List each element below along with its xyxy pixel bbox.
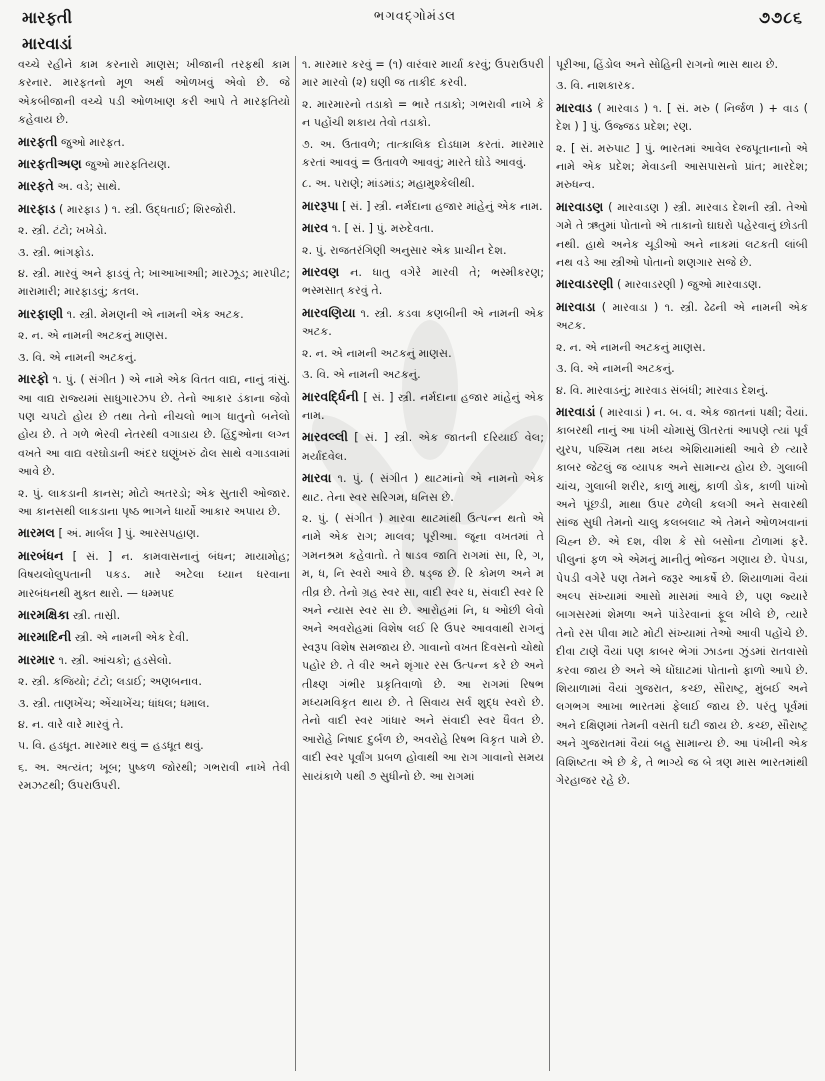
dictionary-entry: [302, 345, 544, 363]
dictionary-entry: [302, 469, 544, 507]
entry-definition: ૨. સ્ત્રી. કજિયો; ટંટો; લડાઈ; અણબનાવ.: [18, 675, 202, 689]
entry-definition: ૨. ન. એ નામની અટકનું માણસ.: [556, 340, 706, 354]
entry-definition: ( મારફાડ ) ૧. સ્ત્રી. ઉદ્ધતાઈ; શિરજોરી.: [59, 202, 237, 216]
entry-headword: મારવા: [302, 470, 332, 486]
entry-headword: મારવલ્લી: [302, 429, 349, 445]
entry-headword: મારવાડાં: [556, 403, 596, 419]
entry-definition: ( મારવાડ ) ૧. [ સં. મરુ ( નિર્જળ ) + વાડ ( દેશ ) ] પું. ઉજ્જડ પ્રદેશ; રણ.: [556, 101, 808, 134]
entry-headword: મારવાડા: [556, 298, 596, 314]
dictionary-entry: [556, 56, 808, 74]
entry-definition: ( મારવાડણ ) સ્ત્રી. મારવાડ દેશની સ્ત્રી. તેઓ ગમે તે ઋતુમાં પોતાનો એ તાકાનો ઘાઘરો પહેરવાનું છોડતી નથી. હાથે અનેક ચૂડીઓ અને નાકમાં લટકતી લાંબી નથ વડે આ સ્ત્રીઓ પોતાનો શણગાર સજે છે.: [556, 200, 808, 270]
entry-definition: ૨. ન. એ નામની અટકનું માણસ.: [302, 346, 452, 360]
dictionary-entry: [302, 263, 544, 301]
entry-headword: મારફો: [18, 371, 49, 387]
entry-definition: [ સં. ] સ્ત્રી. નર્મદાના હજાર માંહેનું એક નામ.: [342, 199, 543, 213]
entry-headword: મારવર્દ્ધિની: [302, 388, 359, 404]
entry-definition: અ. વડે; સાથે.: [57, 180, 121, 194]
dictionary-entry: [18, 177, 290, 196]
entry-definition: ૨. સ્ત્રી. ટંટો; ખખેડો.: [18, 224, 108, 238]
entry-headword: મારફાડ: [18, 200, 56, 216]
entry-definition: ન. ધાતુ વગેરે મારવી તે; ભસ્મીકરણ; ભસ્મસાત્ કરવું તે.: [302, 266, 544, 298]
dictionary-entry: [18, 349, 290, 367]
dictionary-entry: [556, 298, 808, 336]
column-divider: [549, 56, 550, 1071]
dictionary-entry: [302, 96, 544, 133]
entry-definition: ( મારવાડા ) ૧. સ્ત્રી. ઢેઢની એ નામની એક અટક.: [556, 300, 808, 333]
entry-definition: ૪. વિ. મારવાડનું; મારવાડ સંબંધી; મારવાડ દેશનું.: [556, 383, 769, 397]
entry-definition: ૭. અ. ઉતાવળે; તાત્કાલિક દોડધામ કરતાં. મારમાર કરતાં આવવું = ઉતાવળે આવવું; મારતે ઘોડે આવવું.: [302, 137, 544, 170]
entry-definition: ૨. પું. ( સંગીત ) મારવા થાટમાંથી ઉત્પન્ન થતો એ નામે એક રાગ; માલવ; પૂરીઆ. જૂના વખતમાં તે ગમનશ્રમ કહેવાતો. તે ષાડવ જાતિ રાગમાં સા, રિ, ગ, મ, ધ, નિ સ્વરો આવે છે. ષડ્જ છે. રિ કોમળ અને મ તીવ્ર છે. તેનો ગ્રહ સ્વર સા, વાદી સ્વર ધ, સંવાદી સ્વર રિ અને ન્યાસ સ્વર સા છે. આરોહમાં નિ, ધ ઓછી લેવો અને અવરોહમાં વિશેષ લઈ રિ ઉપર આવવાથી રાગનું સ્વરૂપ વિશેષ સમજાય છે. ગાવાનો વખત દિવસનો ચોથો પહોર છે. તે વીર અને શૃંગાર રસ ઉત્પન્ન કરે છે અને તીક્ષ્ણ ગંભીર પ્રકૃતિવાળો છે. આ રાગમાં રિષભ મધ્યમવિકૃત થાય છે. તે સિવાય સર્વ શુદ્ધ સ્વરો છે. તેનો વાદી સ્વર ગાંધાર અને સંવાદી સ્વર ધૈવત છે. આરોહે નિષાદ દુર્બળ છે, અવરોહે રિષભ વિકૃત પામે છે. વાદી સ્વર પૂર્વાંગ પ્રબળ હોવાથી આ રાગ ગાવાનો સમય સાયંકાળે ૫થી ૭ સુધીનો છે. આ રાગમાં: [302, 511, 544, 783]
dictionary-entry: [18, 524, 290, 543]
entry-headword: મારમલ: [18, 525, 55, 541]
entry-headword: મારમાર: [18, 651, 55, 667]
dictionary-entry: [18, 547, 290, 603]
dictionary-entry: [556, 198, 808, 273]
column-right: [556, 56, 808, 1074]
entry-headword: મારવાડરણી: [556, 276, 614, 292]
dictionary-entry: [18, 651, 290, 670]
dictionary-entry: [302, 428, 544, 466]
dictionary-entry: [556, 360, 808, 378]
entry-headword: મારફાણી: [18, 305, 64, 321]
entry-definition: ૨. પું. રાજતરંગિણી અનુસાર એક પ્રાચીન દેશ.: [302, 243, 507, 257]
dictionary-entry: [556, 77, 808, 95]
entry-headword: મારમાદિની: [18, 629, 72, 645]
book-title: ભગવદ્ગોમંડલ: [373, 9, 457, 24]
entry-headword: મારવણ: [302, 264, 340, 280]
dictionary-entry: [18, 628, 290, 647]
entry-definition: ૩. સ્ત્રી. તાણખેંચ; એંચાખેંચ; ધાંધલ; ધમાલ.: [18, 696, 210, 710]
entry-headword: મારમક્ષિકા: [18, 606, 70, 622]
dictionary-entry: [556, 382, 808, 400]
entry-headword: મારફતી: [18, 133, 58, 149]
entry-definition: ૪. સ્ત્રી. મારવું અને ફાડવું તે; ખાઆખાઆી; મારઝૂડ; મારપીટ; મારામારી; મારફાડવું; કતલ.: [18, 267, 290, 299]
entry-definition: ૧. [ સં. ] પું. મરુદેવતા.: [331, 222, 434, 236]
entry-headword: મારફતીઅણ: [18, 156, 82, 172]
dictionary-entry: [302, 197, 544, 216]
entry-definition: ૨. [ સં. મરુપાટ ] પું. ભારતમાં આવેલ રજપૂતાનાનો એ નામે એક પ્રદેશ; મેવાડની આસપાસનો પ્રાંત; મારદેશ; મરુધન્વ.: [556, 141, 808, 192]
dictionary-entry: [302, 136, 544, 173]
entry-definition: ૩. વિ. એ નામની અટકનું.: [302, 368, 421, 382]
entry-definition: ૧. સ્ત્રી. આંચકો; હડસેલો.: [58, 653, 172, 667]
entry-definition: ૧. સ્ત્રી. કડવા કણબીની એ નામની એક અટક.: [302, 306, 544, 339]
entry-definition: વચ્ચે રહીને કામ કરનારો માણસ; ખીજાની તરફથી કામ કરનાર. મારફતનો મૂળ અર્થ ઓળખવું એવો છે. જે એકબીજાની વચ્ચે પડી ઓળખાણ કરી આપે તે મારફતિયો કહેવાય છે.: [18, 58, 290, 127]
entry-definition: ૮. અ. પરાણે; માંડમાંડ; મહામુશ્કેલીથી.: [302, 177, 475, 191]
page-header: [0, 6, 825, 34]
entry-definition: [ સં. ] સ્ત્રી. નર્મદાના હજાર માંહેનું એક નામ.: [302, 390, 544, 422]
column-divider: [295, 56, 296, 1071]
entry-definition: ૩. સ્ત્રી. ભાંગફોડ.: [18, 245, 95, 259]
entry-headword: મારવાડ: [556, 99, 593, 115]
entry-definition: ( મારવાડાં ) ન. બ. વ. એક જાતનાં પક્ષી; વૈયાં. કાબરથી નાનું આ પંખી ચોમાસું ઊતરતાં આપણે ત્યાં પૂર્વ યુરપ, પશ્ચિમ તથા મધ્ય એશિયામાંથી આવે છે ત્યારે કાબર જેટલું જ વ્યાપક અને સામાન્ય હોય છે. ગુલાબી ચાંચ, ગુલાબી શરીર, કાળું માથું, કાળી ડોક, કાળી પાંખો અને પૂંછડી, માથા ઉપર ઢળેલી કલગી અને સવારથી સાંજ સુધી તેમનો ચાલુ કલબલાટ એ તેમને ઓળખવાનાં ચિહ્ન છે. એ દશ, વીશ કે સો બસોના ટોળામાં ફરે. પીલુનાં ફળ એ એમનું માનીતું ભોજન ગણાય છે. પેપડા, પેપડી વગેરે પણ તેમને જરૂર આકર્ષે છે. શિયાળામાં વૈયાં અલ્પ સંખ્યામાં આસો માસમાં આવે છે, પણ જ્યારે બાગસરમાં શેમળા અને પાંડેરવાનાં ફૂલ ખીલે છે, ત્યારે તેનો રસ પીવા માટે મોટી સંખ્યામાં તેઓ આવી પહોંચે છે. દીવા ટાણે વૈયાં પણ કાબર ભેગાં ઝાડના ઝુંડમાં રાતવાસો કરવા જાય છે અને એ ધોંઘાટમાં પોતાનો ફાળો આપે છે. શિયાળામાં વૈયાં ગુજરાત, કચ્છ, સૌરાષ્ટ્ર, મુંબઈ અને લગભગ આખા ભારતમાં ફેલાઈ જાય છે. પરંતુ પૂર્વમાં અને દક્ષિણમાં તેમની વસતી ઘટી જાય છે. કચ્છ, સૌરાષ્ટ્ર અને ગુજરાતમાં વૈયાં બહુ સામાન્ય છે. આ પંખીની એક વિશિષ્ટતા એ છે કે, તે ભાગ્યે જ બે ત્રણ માસ ભારતમાંથી ગેરહાજર રહે છે.: [556, 405, 808, 788]
entry-definition: ૩. વિ. એ નામની અટકનું.: [18, 350, 137, 364]
entry-headword: મારરૂપા: [302, 197, 339, 213]
column-left: [18, 56, 290, 1074]
running-headword-second: મારવાડાં: [22, 34, 73, 53]
dictionary-entry: [556, 140, 808, 195]
dictionary-entry: [302, 366, 544, 384]
dictionary-entry: [18, 133, 290, 152]
page-number: ૭૭૮૬: [758, 8, 803, 27]
dictionary-entry: [18, 606, 290, 625]
dictionary-entry: [18, 327, 290, 345]
dictionary-entry: [18, 155, 290, 174]
entry-definition: ૩. વિ. એ નામની અટકનું.: [556, 362, 675, 376]
entry-definition: જુઓ મારફતિયણ.: [85, 158, 171, 172]
column-middle: [302, 56, 544, 1074]
entry-headword: મારવ: [302, 220, 329, 236]
dictionary-entry: [18, 695, 290, 713]
entry-definition: ૬. અ. અત્યંત; ખૂબ; પુષ્કળ જોરથી; ગભરાવી નાખે તેવી રમઝટથી; ઉપરાઉપરી.: [18, 760, 290, 793]
dictionary-entry: [18, 716, 290, 734]
entry-headword: મારબંધન: [18, 547, 64, 563]
running-headword-first: મારફતી: [22, 8, 73, 27]
dictionary-entry: [18, 737, 290, 755]
entry-definition: ૨. પું. લાકડાની કાનસ; મોટો અતરડો; એક સુતારી ઓજાર. આ કાનસથી લાકડાના પૃષ્ઠ ભાગને ધાર્યો આકાર અપાય છે.: [18, 486, 290, 518]
dictionary-entry: [18, 370, 290, 481]
dictionary-entry: [18, 200, 290, 219]
dictionary-entry: [302, 56, 544, 93]
entry-definition: [ સં. ] સ્ત્રી. એક જાતની દરિયાઈ વેલ; મર્યાદવેલ.: [302, 431, 544, 463]
dictionary-entry: [18, 244, 290, 262]
entry-definition: ૫. વિ. હડધૂત. મારમાર થવું = હડધૂત થવું.: [18, 739, 204, 753]
entry-definition: ૩. વિ. નાશકારક.: [556, 79, 635, 93]
entry-definition: [ સં. ] ન. કામવાસનાનું બંધન; માયામોહ; વિષયલોલુપતાની પકડ. મારે અટેલા ધ્યાન ધરવાના મારબંધનથી મુક્ત થારો. — ધમ્મપદ: [18, 549, 290, 600]
dictionary-entry: [18, 265, 290, 302]
entry-definition: જુઓ મારફત.: [61, 135, 125, 149]
entry-definition: સ્ત્રી. એ નામની એક દેવી.: [74, 631, 189, 645]
entry-definition: ૨. ન. એ નામની અટકનું માણસ.: [18, 329, 168, 343]
entry-headword: મારવાડણ: [556, 198, 604, 214]
entry-definition: ૧. મારમાર કરવું = (૧) વારંવાર માર્યા કરવું; ઉપરાઉપરી માર મારવો (૨) ઘણી જ તાકીદ કરવી.: [302, 58, 544, 90]
dictionary-entry: [302, 388, 544, 426]
dictionary-entry: [556, 275, 808, 294]
dictionary-entry: [302, 304, 544, 342]
dictionary-entry: [18, 759, 290, 796]
dictionary-entry: [18, 56, 290, 130]
dictionary-entry: [18, 485, 290, 522]
entry-definition: ૧. પું. ( સંગીત ) થાટમાંનો એ નામનો એક થાટ. તેના સ્વર સરિગમ, ધનિસ છે.: [302, 472, 544, 504]
dictionary-entry: [18, 673, 290, 691]
entry-definition: ૨. મારમારનો તડાકો = ભારે તડાકો; ગભરાવી નાખે કે ન પહોંચી શકાય તેવો તડાકો.: [302, 97, 544, 130]
dictionary-entry: [302, 242, 544, 260]
dictionary-entry: [556, 339, 808, 357]
dictionary-entry: [18, 305, 290, 324]
entry-definition: પૂરીઆ, હિંડોલ અને સોહિની રાગનો ભાસ થાય છે.: [556, 58, 779, 71]
entry-definition: ૪. ન. વારે વારે મારવું તે.: [18, 718, 124, 731]
entry-definition: સ્ત્રી. તાસ્રી.: [72, 608, 121, 622]
dictionary-entry: [302, 175, 544, 193]
dictionary-entry: [302, 219, 544, 238]
entry-definition: ( મારવાડરણી ) જુઓ મારવાડણ.: [617, 278, 762, 292]
dictionary-entry: [302, 510, 544, 786]
dictionary-entry: [556, 99, 808, 137]
entry-headword: મારવણિયા: [302, 304, 356, 320]
entry-definition: ૧. પું. ( સંગીત ) એ નામે એક વિતત વાદ્ય, નાનું ત્રાંસું. આ વાદ્ય રાજ્યમાં સાધુગારઝપ છે. તેનો આકાર ડંકાના જેવો પણ ચપટો હોય છે તથા તેનો નીચલો ભાગ ધાતુનો બનેલો હોય છે. તે ગળે ભેરવી નેતરથી વગાડાય છે. હિંદુઓના લગ્ન વખતે આ વાદ્ય વરઘોડાની અંદર ઘણુંખરું ઢોલ સાથે વગાડવામાં આવે છે.: [18, 373, 290, 479]
entry-definition: ૧. સ્ત્રી. મેમણની એ નામની એક અટક.: [66, 307, 244, 321]
entry-headword: મારફતે: [18, 178, 54, 194]
dictionary-entry: [556, 403, 808, 791]
entry-definition: [ અં. માર્બલ ] પું. આરસપહાણ.: [58, 527, 200, 541]
dictionary-entry: [18, 222, 290, 240]
